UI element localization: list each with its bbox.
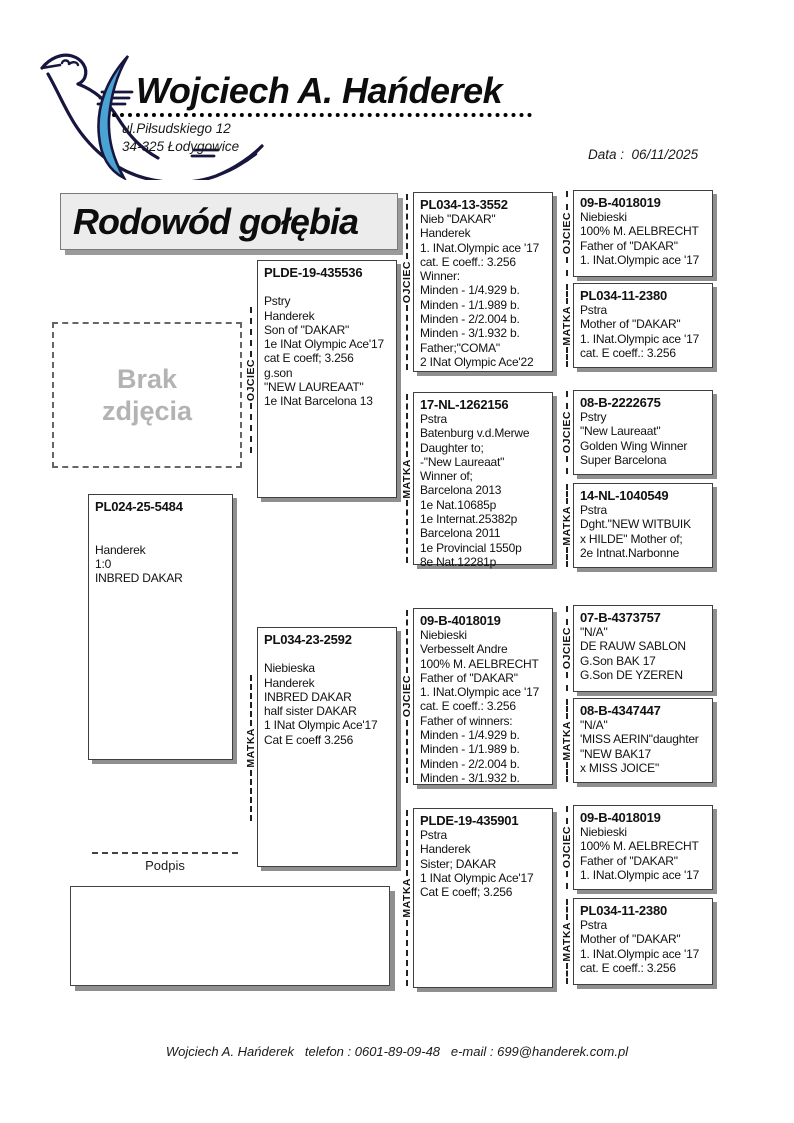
pedigree-box-mmm [573,898,713,985]
relation-label-matka: MATKA [560,305,573,346]
footer-contact: Wojciech A. Hańderek telefon : 0601-89-09-48 e-mail : 699@handerek.com.pl [165,1044,629,1059]
pedigree-box-mmf [573,805,713,890]
dashed-connector [566,606,568,625]
dashed-connector [406,810,408,876]
ring-number: PL034-13-3552 [420,197,508,212]
relation-track-mmm [559,899,574,984]
dashed-connector [566,347,568,367]
ring-number: 14-NL-1040549 [580,488,669,503]
dashed-connector [250,307,252,357]
dashed-connector [406,920,408,986]
ring-number: PL024-25-5484 [95,499,183,514]
dashed-connector [406,720,408,783]
dashed-connector [406,305,408,370]
pedigree-box-ffm [573,283,713,368]
pedigree-box-fff [573,190,713,277]
relation-label-matka: MATKA [244,728,257,768]
ring-number: 17-NL-1262156 [420,397,509,412]
pedigree-lines: Pstry Handerek Son of "DAKAR" 1e INat Olympic Ace'17 cat E coeff; 3.256 g.son "NEW LAUREAAT" 1e INat Barcelona 13 [264,294,384,409]
dashed-connector [566,257,568,276]
dashed-connector [566,191,568,210]
relation-label-ojciec: OJCIEC [560,411,573,454]
ring-number: 09-B-4018019 [420,613,501,628]
relation-track-mff [559,606,574,691]
pedigree-box-mm [413,808,553,988]
ring-number: 09-B-4018019 [580,810,661,825]
dashed-connector [566,456,568,474]
date-label: Data : [588,147,625,162]
relation-label-ojciec: OJCIEC [560,212,573,255]
pedigree-box-mother [257,627,397,867]
page-title: Rodowód gołębia [73,200,358,242]
pedigree-lines: Pstra Dght."NEW WITBUIK x HILDE" Mother of; 2e Intnat.Narbonne [580,503,691,560]
brand-name: Wojciech A. Hańderek [136,70,503,111]
pigeon-wing-crescent [98,56,128,178]
relation-label-matka: MATKA [560,505,573,546]
relation-track-mm [399,810,414,986]
date-line [588,147,698,162]
ring-number: 08-B-2222675 [580,395,661,410]
dashed-connector [406,500,408,563]
dashed-connector [566,391,568,409]
pedigree-lines: Pstry "New Laureaat" Golden Wing Winner Super Barcelona [580,410,688,467]
date-value: 06/11/2025 [631,147,699,162]
relation-track-fm [399,394,414,563]
ring-number: PL034-11-2380 [580,288,668,303]
ring-number: 07-B-4373757 [580,610,661,625]
pedigree-lines: "N/A" DE RAUW SABLON G.Son BAK 17 G.Son DE YZEREN [580,625,686,682]
relation-label-matka: MATKA [400,878,413,918]
dashed-connector [566,484,568,504]
dashed-connector [566,672,568,691]
relation-label-ojciec: OJCIEC [244,358,257,402]
dashed-connector [566,762,568,782]
relation-label-ojciec: OJCIEC [560,826,573,869]
dashed-connector [250,770,252,821]
pedigree-lines: Niebieska Handerek INBRED DAKAR half sister DAKAR 1 INat Olympic Ace'17 Cat E coeff 3.256 [264,661,378,747]
ring-number: PLDE-19-435901 [420,813,519,828]
pedigree-box-subject [88,494,233,760]
relation-track-mfm [559,699,574,782]
signature-label: Podpis [145,858,185,873]
ring-number: PLDE-19-435536 [264,265,363,280]
relation-track-mf [399,610,414,783]
dashed-connector [406,394,408,457]
dashed-connector [566,699,568,719]
pedigree-box-mff [573,605,713,692]
brand-underline [112,113,532,117]
pedigree-box-fmf [573,390,713,475]
dashed-connector [566,899,568,920]
dashed-connector [566,806,568,824]
relation-label-ojciec: OJCIEC [400,260,413,304]
pedigree-lines: Niebieski 100% M. AELBRECHT Father of "DAKAR" 1. INat.Olympic ace '17 [580,825,700,882]
ring-number: 08-B-4347447 [580,703,661,718]
dashed-connector [566,963,568,984]
address-line-2: 34-325 Łodygowice [122,139,240,154]
pedigree-lines: Handerek 1:0 INBRED DAKAR [95,542,183,586]
dashed-connector [406,610,408,673]
signature-line [92,852,238,854]
relation-track-ffm [559,284,574,367]
pedigree-box-father [257,260,397,498]
relation-label-matka: MATKA [560,921,573,962]
relation-label-matka: MATKA [400,458,413,499]
pedigree-lines: Pstra Batenburg v.d.Merwe Daughter to; -"New Laureaat" Winner of; Barcelona 2013 1e Nat.10685p 1e Internat.25382p Barcelona 2011 1e Provincial 1550p 8e Nat.12281p [420,412,530,569]
pedigree-box-mfm [573,698,713,783]
pedigree-lines: "N/A" 'MISS AERIN"daughter "NEW BAK17 x MISS JOICE" [580,718,699,775]
page-title-box [60,193,398,250]
dashed-connector [250,403,252,453]
pedigree-box-ff [413,192,553,372]
relation-label-ojciec: OJCIEC [560,627,573,670]
pedigree-lines: Nieb "DAKAR" Handerek 1. INat.Olympic ace '17 cat. E coeff.: 3.256 Winner: Minden - 1/4.929 b. Minden - 1/1.989 b. Minden - 2/2.004 b. Minden - 3/1.932 b. Father;"COMA" 2 INat Olympic Ace'22 [420,212,540,369]
ring-number: PL034-23-2592 [264,632,352,647]
pigeon-eye [62,60,78,65]
pedigree-lines: Pstra Handerek Sister; DAKAR 1 INat Olympic Ace'17 Cat E coeff; 3.256 [420,828,534,900]
pigeon-head [42,55,86,84]
relation-label-matka: MATKA [560,720,573,761]
relation-track-fmm [559,484,574,567]
relation-track-mmf [559,806,574,889]
relation-track-fmf [559,391,574,474]
pedigree-box-fm [413,392,553,569]
pedigree-lines: Niebieski Verbesselt Andre 100% M. AELBRECHT Father of "DAKAR" 1. INat.Olympic ace '17 cat. E coeff.: 3.256 Father of winners: Minden - 1/4.929 b. Minden - 1/1.989 b. Minden - 2/2.004 b. Minden - 3/1.932 b. [420,628,540,785]
owner-address [122,120,239,156]
relation-track-ff [399,194,414,370]
dashed-connector [566,284,568,304]
relation-track-father [243,307,258,453]
pedigree-lines: Pstra Mother of "DAKAR" 1. INat.Olympic ace '17 cat. E coeff.: 3.256 [580,303,700,360]
pedigree-lines: Niebieski 100% M. AELBRECHT Father of "DAKAR" 1. INat.Olympic ace '17 [580,210,700,267]
no-photo-text: Brak zdjęcia [101,364,193,426]
relation-label-ojciec: OJCIEC [400,675,413,718]
ring-number: PL034-11-2380 [580,903,668,918]
relation-track-mother [243,675,258,821]
dashed-connector [250,675,252,726]
pedigree-lines: Pstra Mother of "DAKAR" 1. INat.Olympic ace '17 cat. E coeff.: 3.256 [580,918,700,975]
pedigree-box-fmm [573,483,713,568]
relation-track-fff [559,191,574,276]
dashed-connector [566,547,568,567]
dashed-connector [406,194,408,259]
photo-placeholder [52,322,242,468]
ring-number: 09-B-4018019 [580,195,661,210]
dashed-connector [566,871,568,889]
address-line-1: ul.Piłsudskiego 12 [122,121,231,136]
pedigree-box-mf [413,608,553,785]
notes-box [70,886,390,986]
